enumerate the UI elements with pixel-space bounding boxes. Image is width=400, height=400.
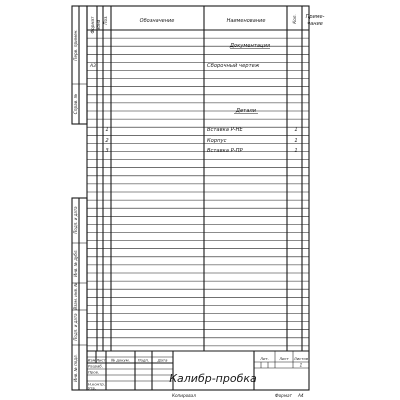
item-1-qty: 1 [294, 127, 298, 133]
tb-checked: Пров. [88, 369, 100, 375]
side-label-first-use: Перв. примен. [73, 29, 78, 61]
item-2-name: Корпус [207, 138, 227, 144]
item-1-name: Вставка Р-НЕ [207, 127, 243, 133]
side-label-dup-inv: Инв. № дубл. [73, 249, 78, 277]
row-format-a3: А3 [90, 64, 96, 69]
side-labels [73, 29, 78, 382]
tb-col-sheet: Лист [96, 357, 106, 363]
item-2-pos: 2 [105, 138, 109, 144]
tb-lit-label: Лит. [260, 356, 269, 361]
tb-sheet-label: Лист [279, 356, 289, 361]
footer-copied: Копировал [172, 393, 196, 398]
side-label-sign-date-1: Подп. и дата [73, 206, 78, 234]
header-qty: Кол. [292, 14, 297, 24]
header-pos: Поз. [103, 15, 108, 25]
tb-col-sign: Подп. [137, 357, 150, 363]
side-label-replace-inv: Взам. инв. № [73, 282, 78, 310]
header-zone: Зона [96, 19, 101, 31]
side-label-sign-date-2: Подп. и дата [73, 313, 78, 341]
footer-format-value: А4 [298, 393, 304, 398]
header-note-line2: чание [307, 21, 323, 27]
header-designation: Обозначение [139, 18, 175, 24]
item-3-qty: 1 [294, 148, 298, 154]
column-headers [90, 14, 325, 34]
tb-developed: Разраб. [88, 363, 103, 369]
header-name: Наименование [226, 18, 266, 24]
section-documentation: Документация [229, 43, 271, 49]
header-format: Формат [90, 16, 95, 34]
title-block [87, 351, 309, 391]
row-assembly-drawing: Сборочный чертеж [207, 63, 260, 69]
tb-col-date: Дата [157, 357, 168, 363]
spec-table-grid [87, 6, 309, 351]
item-1-pos: 1 [105, 127, 109, 133]
footer-format-label: Формат [275, 393, 292, 398]
sheet-footer [172, 393, 304, 398]
item-2-qty: 1 [294, 138, 298, 144]
section-parts: Детали [235, 108, 257, 114]
tb-norm-control: Н.контр. [88, 381, 105, 387]
sheet-frame [87, 6, 309, 390]
item-3-name: Вставка Р-ПР [207, 148, 243, 154]
item-3-pos: 3 [105, 148, 109, 154]
header-note-line1: Приме- [305, 14, 325, 20]
side-label-orig-inv: Инв. № подл. [73, 354, 78, 382]
tb-sheets-label: Листов [293, 356, 309, 361]
tb-col-change: Изм [87, 357, 96, 363]
table-rows [89, 43, 298, 154]
tb-sheets-value: 1 [299, 362, 303, 368]
tb-approved: Утв. [88, 385, 96, 391]
side-label-ref-no: Справ. № [73, 93, 78, 115]
document-title: Калибр-пробка [169, 372, 257, 385]
tb-col-doc: № докум. [111, 357, 130, 363]
